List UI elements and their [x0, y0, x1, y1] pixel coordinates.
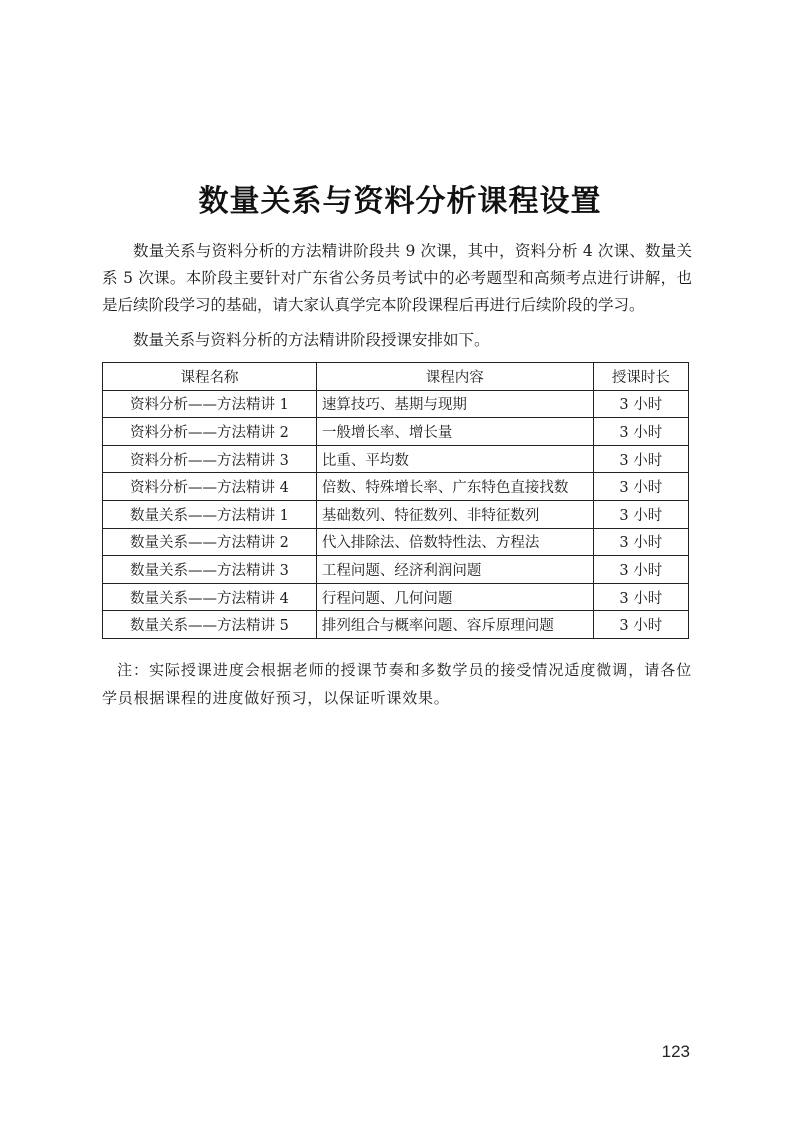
course-name: 数量关系——方法精讲 4	[103, 583, 317, 611]
course-hours: 3 小时	[593, 473, 688, 501]
course-name: 数量关系——方法精讲 2	[103, 528, 317, 556]
course-content: 代入排除法、倍数特性法、方程法	[316, 528, 593, 556]
table-row	[103, 583, 689, 611]
table-row	[103, 528, 689, 556]
schedule-table	[102, 362, 689, 639]
course-name: 资料分析——方法精讲 2	[103, 418, 317, 446]
table-row	[103, 473, 689, 501]
course-content: 行程问题、几何问题	[316, 583, 593, 611]
table-header-row	[103, 363, 689, 391]
course-content: 一般增长率、增长量	[316, 418, 593, 446]
course-hours: 3 小时	[593, 611, 688, 639]
footnote: 注：实际授课进度会根据老师的授课节奏和多数学员的接受情况适度微调，请各位学员根据课程的进度做好预习，以保证听课效果。	[102, 661, 692, 707]
intro-paragraph: 数量关系与资料分析的方法精讲阶段共 9 次课，其中，资料分析 4 次课、数量关系 5 次课。本阶段主要针对广东省公务员考试中的必考题型和高频考点进行讲解，也是后续阶段学习的基础，请大家认真学完本阶段课程后再进行后续阶段的学习。	[102, 242, 692, 314]
course-name: 资料分析——方法精讲 1	[103, 390, 317, 418]
schedule-intro: 数量关系与资料分析的方法精讲阶段授课安排如下。	[133, 331, 490, 349]
course-name: 资料分析——方法精讲 4	[103, 473, 317, 501]
table-row	[103, 556, 689, 584]
course-hours: 3 小时	[593, 556, 688, 584]
page-number: 123	[661, 1042, 690, 1061]
course-content: 速算技巧、基期与现期	[316, 390, 593, 418]
table-row	[103, 445, 689, 473]
table-row	[103, 611, 689, 639]
course-content: 倍数、特殊增长率、广东特色直接找数	[316, 473, 593, 501]
course-hours: 3 小时	[593, 583, 688, 611]
header-course-content: 课程内容	[316, 363, 593, 391]
course-hours: 3 小时	[593, 500, 688, 528]
table-row	[103, 418, 689, 446]
course-hours: 3 小时	[593, 445, 688, 473]
table-row	[103, 500, 689, 528]
course-content: 基础数列、特征数列、非特征数列	[316, 500, 593, 528]
course-name: 数量关系——方法精讲 5	[103, 611, 317, 639]
course-hours: 3 小时	[593, 418, 688, 446]
header-course-hours: 授课时长	[593, 363, 688, 391]
page-title: 数量关系与资料分析课程设置	[198, 184, 602, 220]
course-name: 数量关系——方法精讲 3	[103, 556, 317, 584]
course-name: 资料分析——方法精讲 3	[103, 445, 317, 473]
course-hours: 3 小时	[593, 528, 688, 556]
course-hours: 3 小时	[593, 390, 688, 418]
header-course-name: 课程名称	[103, 363, 317, 391]
table-row	[103, 390, 689, 418]
course-content: 比重、平均数	[316, 445, 593, 473]
course-content: 工程问题、经济利润问题	[316, 556, 593, 584]
course-name: 数量关系——方法精讲 1	[103, 500, 317, 528]
course-content: 排列组合与概率问题、容斥原理问题	[316, 611, 593, 639]
